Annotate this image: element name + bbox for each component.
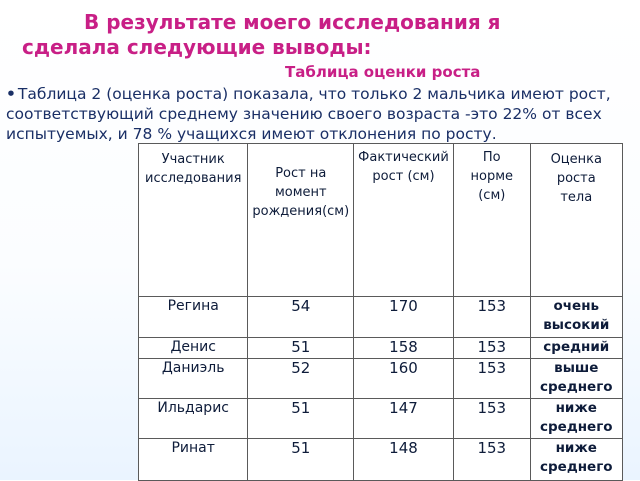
header-norm-height-label: По норме (см) bbox=[470, 150, 514, 203]
table-row bbox=[139, 439, 623, 481]
header-growth-rating-label: Оценка роста тела bbox=[550, 152, 602, 205]
cell-norm: 153 bbox=[453, 297, 530, 338]
cell-actual: 160 bbox=[354, 359, 454, 399]
table-row bbox=[139, 297, 623, 338]
heading-line-1: В результате моего исследования я bbox=[84, 10, 501, 34]
cell-name: Даниэль bbox=[139, 359, 248, 399]
header-participant-label: Участник исследования bbox=[145, 152, 242, 186]
cell-norm: 153 bbox=[453, 439, 530, 481]
cell-rating: ниже среднего bbox=[530, 399, 622, 439]
cell-actual: 148 bbox=[354, 439, 454, 481]
cell-rating: средний bbox=[530, 338, 622, 359]
cell-actual: 170 bbox=[354, 297, 454, 338]
header-actual-height-label: Фактический рост (см) bbox=[358, 150, 449, 184]
cell-birth: 51 bbox=[248, 439, 354, 481]
header-norm-height bbox=[453, 144, 530, 297]
bullet-dot-icon: • bbox=[6, 85, 16, 103]
cell-name: Регина bbox=[139, 297, 248, 338]
header-actual-height bbox=[354, 144, 454, 297]
cell-birth: 51 bbox=[248, 338, 354, 359]
bullet-text: Таблица 2 (оценка роста) показала, что только 2 мальчика имеют рост, соответствующий среднему значению своего возраста -это 22% от всех испытуемых, и 78 % учащихся имеют отклонения по росту. bbox=[6, 85, 611, 143]
cell-actual: 158 bbox=[354, 338, 454, 359]
growth-table bbox=[138, 143, 623, 481]
cell-norm: 153 bbox=[453, 399, 530, 439]
slide-heading bbox=[22, 10, 622, 60]
bullet-paragraph bbox=[6, 84, 618, 144]
cell-name: Ринат bbox=[139, 439, 248, 481]
cell-name: Денис bbox=[139, 338, 248, 359]
cell-norm: 153 bbox=[453, 359, 530, 399]
table-header-row bbox=[139, 144, 623, 297]
cell-rating: очень высокий bbox=[530, 297, 622, 338]
cell-rating: выше среднего bbox=[530, 359, 622, 399]
header-birth-height-label: Рост на момент рождения(см) bbox=[252, 166, 350, 219]
table-row bbox=[139, 338, 623, 359]
cell-rating: ниже среднего bbox=[530, 439, 622, 481]
table-row bbox=[139, 359, 623, 399]
cell-name-text: Ильдарис bbox=[157, 400, 229, 416]
cell-actual: 147 bbox=[354, 399, 454, 439]
header-birth-height bbox=[248, 144, 354, 297]
cell-norm: 153 bbox=[453, 338, 530, 359]
heading-line-2: сделала следующие выводы: bbox=[22, 35, 372, 59]
cell-birth: 54 bbox=[248, 297, 354, 338]
header-participant bbox=[139, 144, 248, 297]
cell-birth: 52 bbox=[248, 359, 354, 399]
table-title: Таблица оценки роста bbox=[285, 63, 481, 81]
table-row bbox=[139, 399, 623, 439]
cell-name bbox=[139, 399, 248, 439]
cell-birth: 51 bbox=[248, 399, 354, 439]
header-growth-rating bbox=[530, 144, 622, 297]
